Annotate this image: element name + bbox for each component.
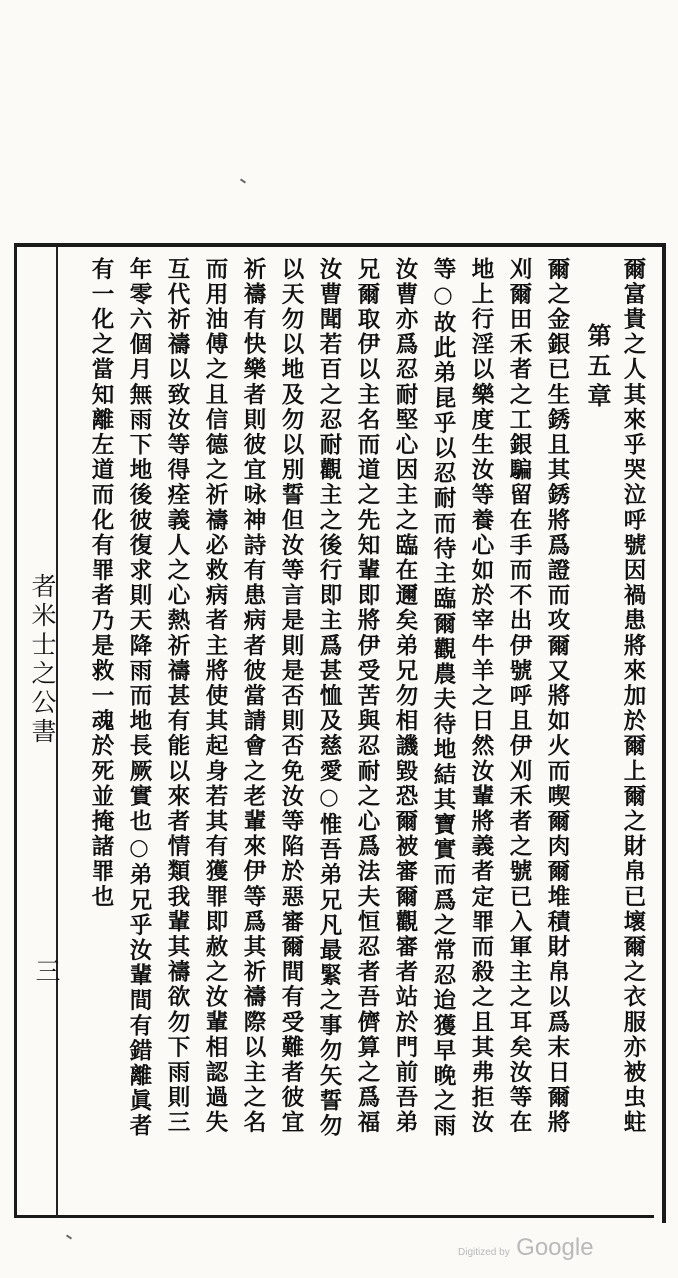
text-column-7: 汝曹亦爲忍耐堅心因主之臨在邇矣弟兄勿相譏毀恐爾被審爾觀審者站於門前吾弟 <box>392 257 418 1136</box>
text-column-11: 祈禱有快樂者則彼宜咏神詩有患病者彼當請會之老輩來伊等爲其祈禱際以主之名 <box>240 257 266 1136</box>
watermark-prefix: Digitized by <box>458 1247 510 1258</box>
text-column-6: 等○故此弟昆乎以忍耐而待主臨爾觀農夫待地結其寶實而爲之常忍迨獲早晚之雨 <box>430 257 456 1139</box>
frame-top-rule <box>14 243 666 247</box>
text-column-15: 有一化之當知離左道而化有罪者乃是救一魂於死並掩諸罪也 <box>88 257 114 910</box>
google-logo: Google <box>516 1234 594 1261</box>
text-column-10: 以天勿以地及勿以別誓但汝等言是則是否則否免汝等陷於惡審爾間有受難者彼宜 <box>278 257 304 1136</box>
text-column-9: 汝曹聞若百之忍耐觀主之後行即主爲甚恤及慈愛○惟吾弟兄凡最緊之事勿矢誓勿 <box>316 257 342 1139</box>
margin-book-title: 者米士之公書 <box>28 573 57 747</box>
frame-right-rule <box>662 243 666 1223</box>
text-column-13: 互代祈禱以致汝等得痊義人之心熱祈禱甚有能以來者情類我輩其禱欲勿下雨則三 <box>164 257 190 1136</box>
page-number: 三 <box>32 958 61 983</box>
page-frame <box>14 243 666 1223</box>
text-column-5: 地上行淫以樂度生汝等養心如於宰牛羊之日然汝輩將義者定罪而殺之且其弗拒汝 <box>468 257 494 1136</box>
text-column-14: 年零六個月無雨下地後彼復求則天降雨而地長厥實也○弟兄乎汝輩間有錯離眞者 <box>126 257 152 1139</box>
frame-left-rule <box>14 243 17 1218</box>
scan-speck <box>66 1234 72 1239</box>
frame-bottom-rule <box>14 1215 654 1218</box>
text-column-4: 刈爾田禾者之工銀騙留在手而不出伊號呼且伊刈禾者之號已入軍主之耳矣汝等在 <box>506 257 532 1136</box>
text-column-3: 爾之金銀已生銹且其銹將爲證而攻爾又將如火而喫爾肉爾堆積財帛以爲末日爾將 <box>544 257 570 1136</box>
scan-speck <box>240 178 246 183</box>
text-column-1: 爾富貴之人其來乎哭泣呼號因禍患將來加於爾上爾之財帛已壞爾之衣服亦被虫蛀 <box>620 257 646 1136</box>
chapter-heading: 第五章 <box>583 323 612 413</box>
text-column-12: 而用油傅之且信德之祈禱必救病者主將使其起身若其有獲罪即赦之汝輩相認過失 <box>202 257 228 1136</box>
google-watermark <box>458 1234 594 1262</box>
text-column-8: 兄爾取伊以主名而道之先知輩即將伊受苦與忍耐之心爲法夫恒忍者吾儕算之爲福 <box>354 257 380 1136</box>
